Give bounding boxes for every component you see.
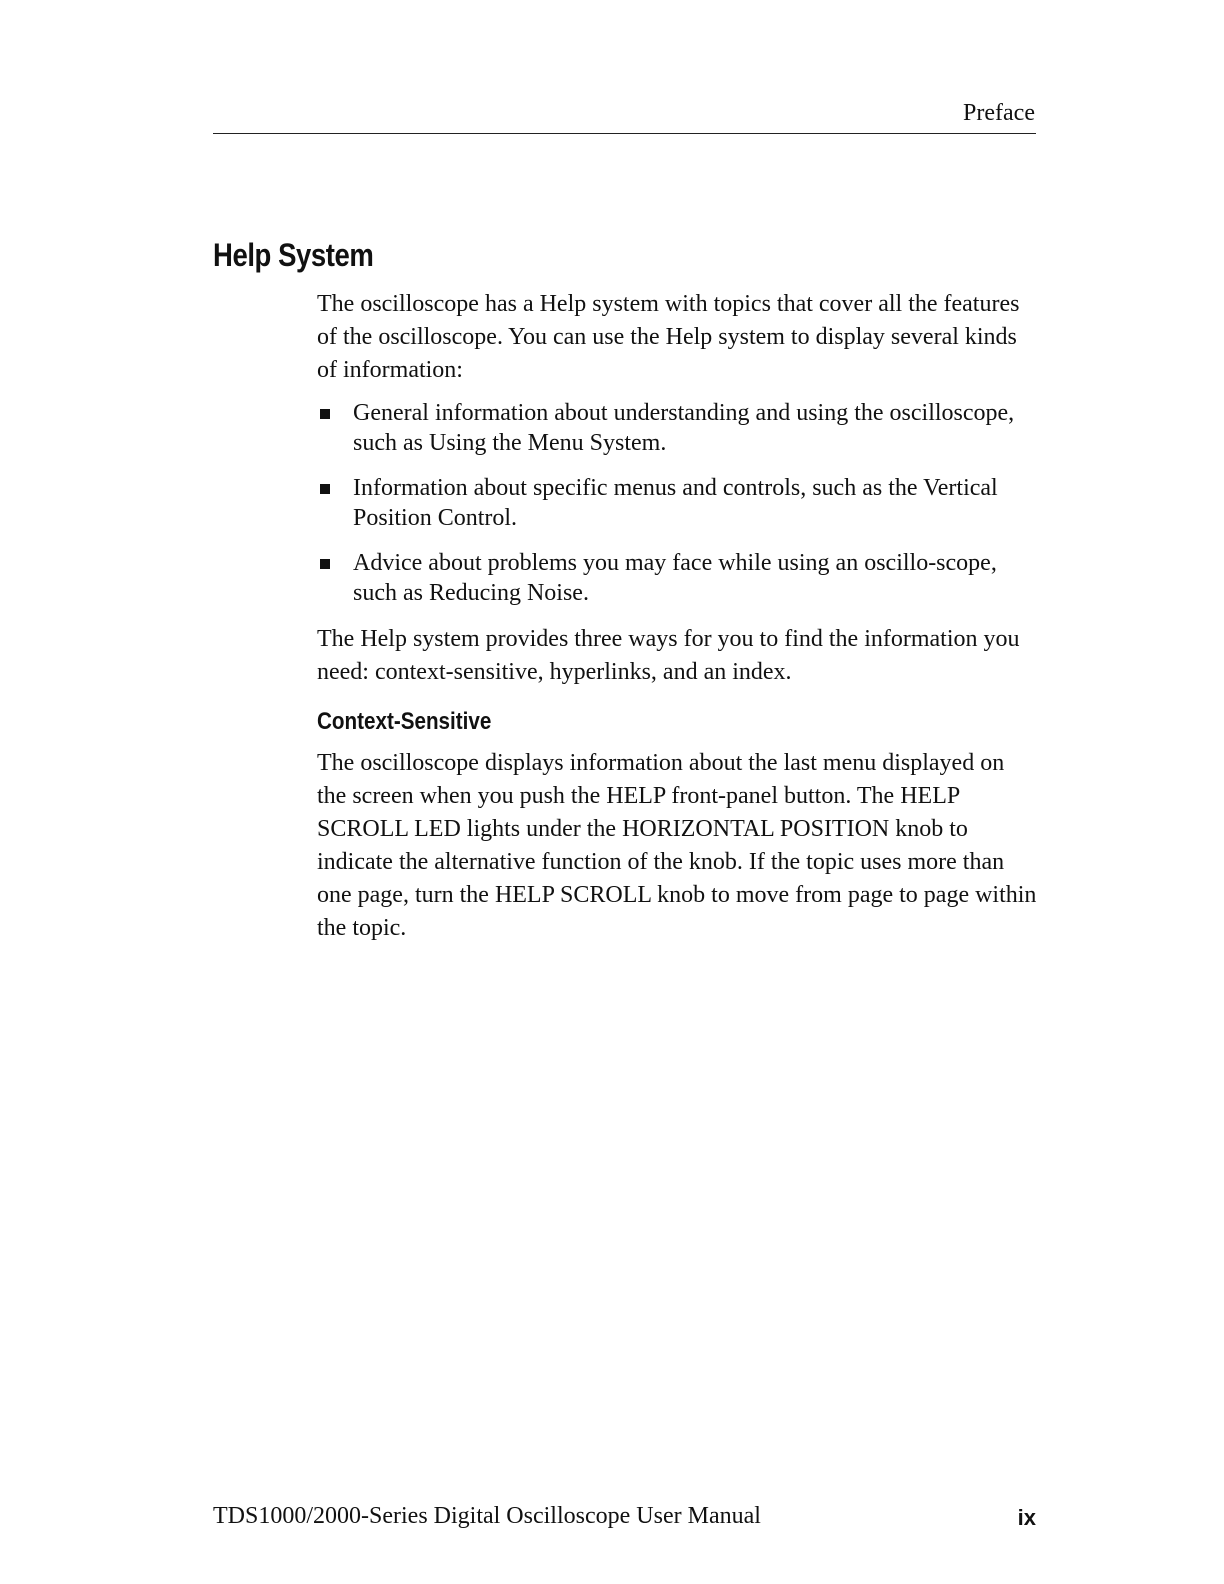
running-head: Preface [963,100,1035,126]
list-item [317,548,1037,608]
square-bullet-icon [320,409,330,419]
intro-paragraph: The oscilloscope has a Help system with topics that cover all the features of the oscilloscope. You can use the Help system to display several kinds of information: [317,291,1020,383]
header-rule [213,133,1036,134]
subsection-title: Context-Sensitive [317,708,492,735]
square-bullet-icon [320,559,330,569]
list-item-text: Advice about problems you may face while using an oscillo-scope, such as Reducing Noise. [353,550,997,606]
context-sensitive-paragraph: The oscilloscope displays information about the last menu displayed on the screen when you push the HELP front-panel button. The HELP SCROLL LED lights under the HORIZONTAL POSITION knob to indicate the alternative function of the knob. If the topic uses more than one page, turn the HELP SCROLL knob to move from page to page within the topic. [317,750,1037,941]
page-number: ix [1017,1505,1036,1530]
list-item-text: General information about understanding and using the oscilloscope, such as Using the Menu System. [353,400,1015,456]
square-bullet-icon [320,484,330,494]
footer-manual-title: TDS1000/2000-Series Digital Oscilloscope User Manual [213,1503,761,1529]
list-item [317,473,1037,533]
summary-paragraph: The Help system provides three ways for you to find the information you need: context-sensitive, hyperlinks, and an index. [317,626,1020,685]
section-title: Help System [213,237,374,273]
list-item-text: Information about specific menus and controls, such as the Vertical Position Control. [353,475,998,531]
bullet-list [317,398,1037,608]
list-item [317,398,1037,458]
body-column [317,288,1037,945]
